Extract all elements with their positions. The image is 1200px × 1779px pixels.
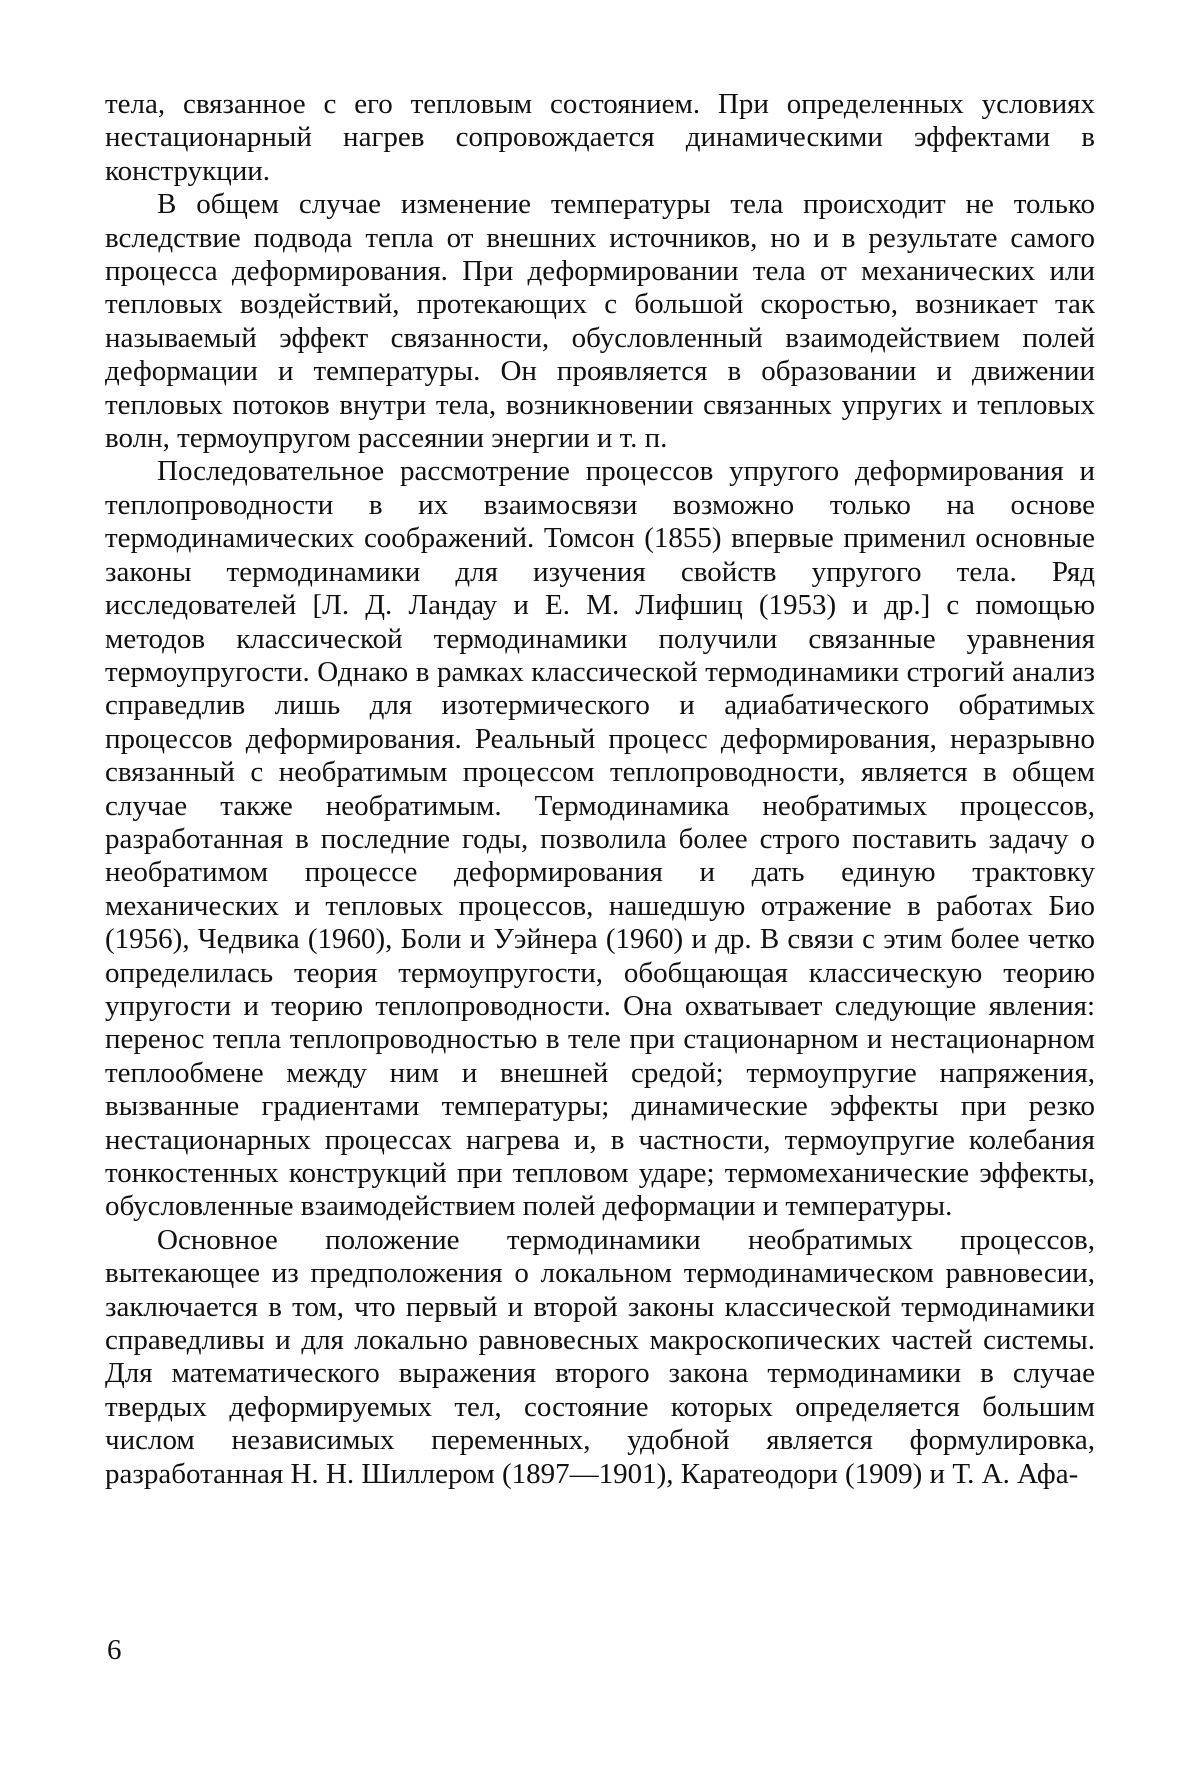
paragraph-continuation: тела, связанное с его тепловым состоянием. При определенных условиях нестационарный нагрев сопровождается динамическими эффектами в конструкции. [105,88,1095,187]
paragraph-coupling-effect: В общем случае изменение температуры тела происходит не только вследствие подвода тепла от внешних источников, но и в результате самого процесса деформирования. При деформировании тела от механических или тепловых воздействий, протекающих с большой скоростью, возникает так называемый эффект связанности, обусловленный взаимодействием полей деформации и температуры. Он проявляется в образовании и движении тепловых потоков внутри тела, возникновении связанных упругих и тепловых волн, термоупругом рассеянии энергии и т. п. [105,188,1095,455]
paragraph-thermodynamics-history: Последовательное рассмотрение процессов упругого деформирования и теплопроводности в их взаимосвязи возможно только на основе термодинамических соображений. Томсон (1855) впервые применил основные законы термодинамики для изучения свойств упругого тела. Ряд исследователей [Л. Д. Ландау и Е. М. Лифшиц (1953) и др.] с помощью методов классической термодинамики получили связанные уравнения термоупругости. Однако в рамках классической термодинамики строгий анализ справедлив лишь для изотермического и адиабатического обратимых процессов деформирования. Реальный процесс деформирования, неразрывно связанный с необратимым процессом теплопроводности, является в общем случае также необратимым. Термодинамика необратимых процессов, разработанная в последние годы, позволила более строго поставить задачу о необратимом процессе деформирования и дать единую трактовку механических и тепловых процессов, нашедшую отражение в работах Био (1956), Чедвика (1960), Боли и Уэйнера (1960) и др. В связи с этим более четко определилась теория термоупругости, обобщающая классическую теорию упругости и теорию теплопроводности. Она охватывает следующие явления: перенос тепла теплопроводностью в теле при стационарном и нестационарном теплообмене между ним и внешней средой; термоупругие напряжения, вызванные градиентами температуры; динамические эффекты при резко нестационарных процессах нагрева и, в частности, термоупругие колебания тонкостенных конструкций при тепловом ударе; термомеханические эффекты, обусловленные взаимодействием полей деформации и температуры. [105,455,1095,1223]
paragraph-local-equilibrium: Основное положение термодинамики необратимых процессов, вытекающее из предположения о локальном термодинамическом равновесии, заключается в том, что первый и второй законы классической термодинамики справедливы и для локально равновесных макроскопических частей системы. Для математического выражения второго закона термодинамики в случае твердых деформируемых тел, состояние которых определяется большим числом независимых переменных, удобной является формулировка, разработанная Н. Н. Шиллером (1897—1901), Каратеодори (1909) и Т. А. Афа- [105,1223,1095,1490]
page-body [105,88,1095,1491]
page-number: 6 [107,1634,122,1666]
